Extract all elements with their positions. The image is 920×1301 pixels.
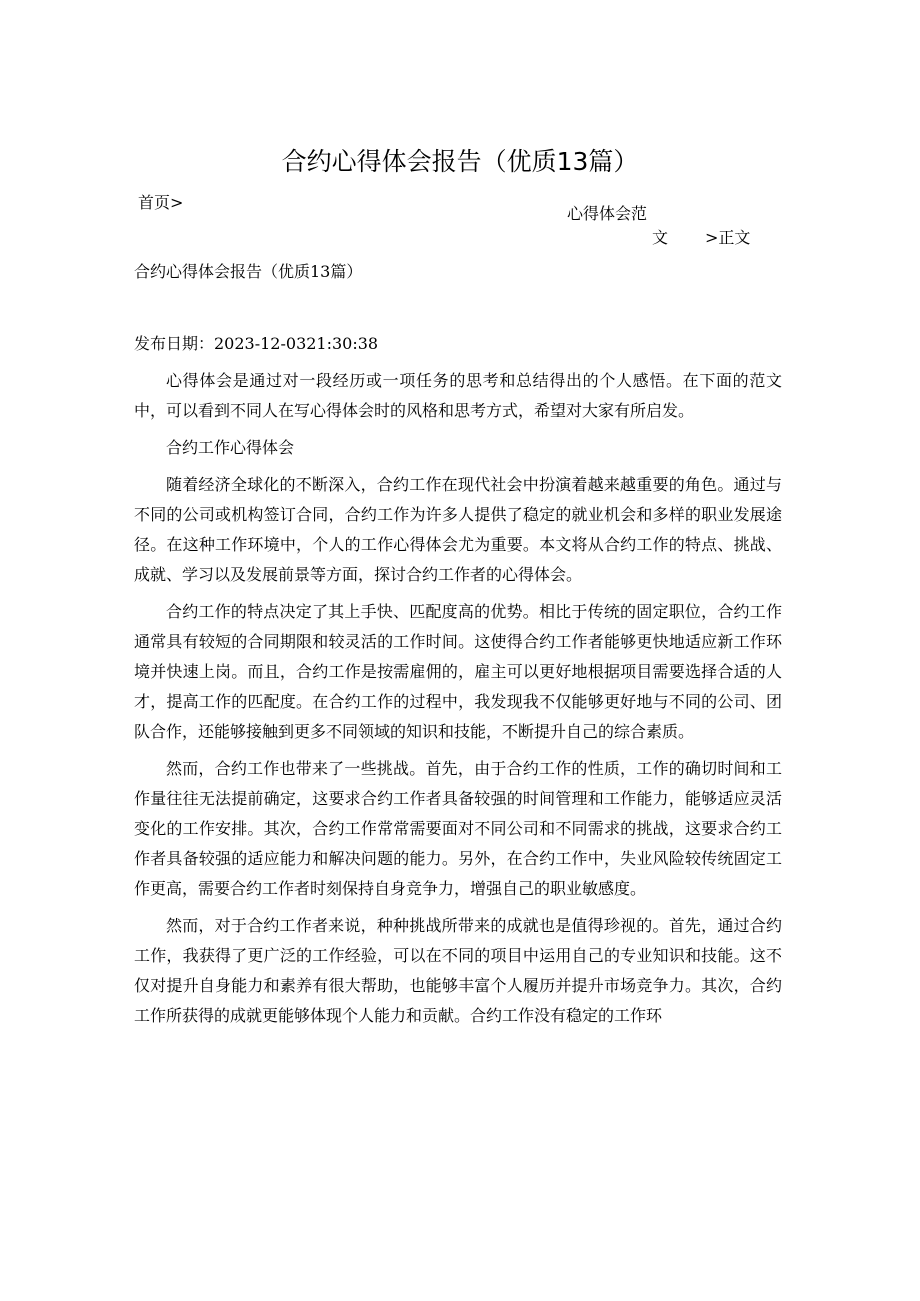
intro-paragraph: 心得体会是通过对一段经历或一项任务的思考和总结得出的个人感悟。在下面的范文中，可以看到不同人在写心得体会时的风格和思考方式，希望对大家有所启发。: [134, 371, 782, 420]
article-title: 合约心得体会报告（优质13篇）: [134, 262, 363, 281]
breadcrumb-category-link[interactable]: 心得体会范: [567, 204, 648, 223]
body-paragraph: 合约工作的特点决定了其上手快、匹配度高的优势。相比于传统的固定职位，合约工作通常具有较短的合同期限和较灵活的工作时间。这使得合约工作者能够更快地适应新工作环境并快速上岗。而且，合约工作是按需雇佣的，雇主可以更好地根据项目需要选择合适的人才，提高工作的匹配度。在合约工作的过程中，我发现我不仅能够更好地与不同的公司、团队合作，还能够接触到更多不同领域的知识和技能，不断提升自己的综合素质。: [134, 602, 782, 741]
body-paragraph: 随着经济全球化的不断深入，合约工作在现代社会中扮演着越来越重要的角色。通过与不同的公司或机构签订合同，合约工作为许多人提供了稳定的就业机会和多样的职业发展途径。在这种工作环境中，个人的工作心得体会尤为重要。本文将从合约工作的特点、挑战、成就、学习以及发展前景等方面，探讨合约工作者的心得体会。: [134, 475, 782, 584]
breadcrumb-home-link[interactable]: 首页>: [138, 193, 184, 212]
body-paragraph: 然而，对于合约工作者来说，种种挑战所带来的成就也是值得珍视的。首先，通过合约工作，我获得了更广泛的工作经验，可以在不同的项目中运用自己的专业知识和技能。这不仅对提升自身能力和素养有很大帮助，也能够丰富个人履历并提升市场竞争力。其次，合约工作所获得的成就更能够体现个人能力和贡献。合约工作没有稳定的工作环: [134, 916, 782, 1025]
article-body: [134, 366, 782, 1038]
breadcrumb-category-link-continued[interactable]: 文: [652, 228, 669, 247]
section-heading: 合约工作心得体会: [166, 438, 295, 457]
breadcrumb-current: >正文: [705, 228, 751, 247]
page-title: 合约心得体会报告（优质13篇）: [281, 147, 639, 176]
publish-date: 发布日期：2023-12-0321:30:38: [134, 334, 379, 353]
body-paragraph: 然而，合约工作也带来了一些挑战。首先，由于合约工作的性质，工作的确切时间和工作量往往无法提前确定，这要求合约工作者具备较强的时间管理和工作能力，能够适应灵活变化的工作安排。其次，合约工作常常需要面对不同公司和不同需求的挑战，这要求合约工作者具备较强的适应能力和解决问题的能力。另外，在合约工作中，失业风险较传统固定工作更高，需要合约工作者时刻保持自身竞争力，增强自己的职业敏感度。: [134, 759, 782, 898]
